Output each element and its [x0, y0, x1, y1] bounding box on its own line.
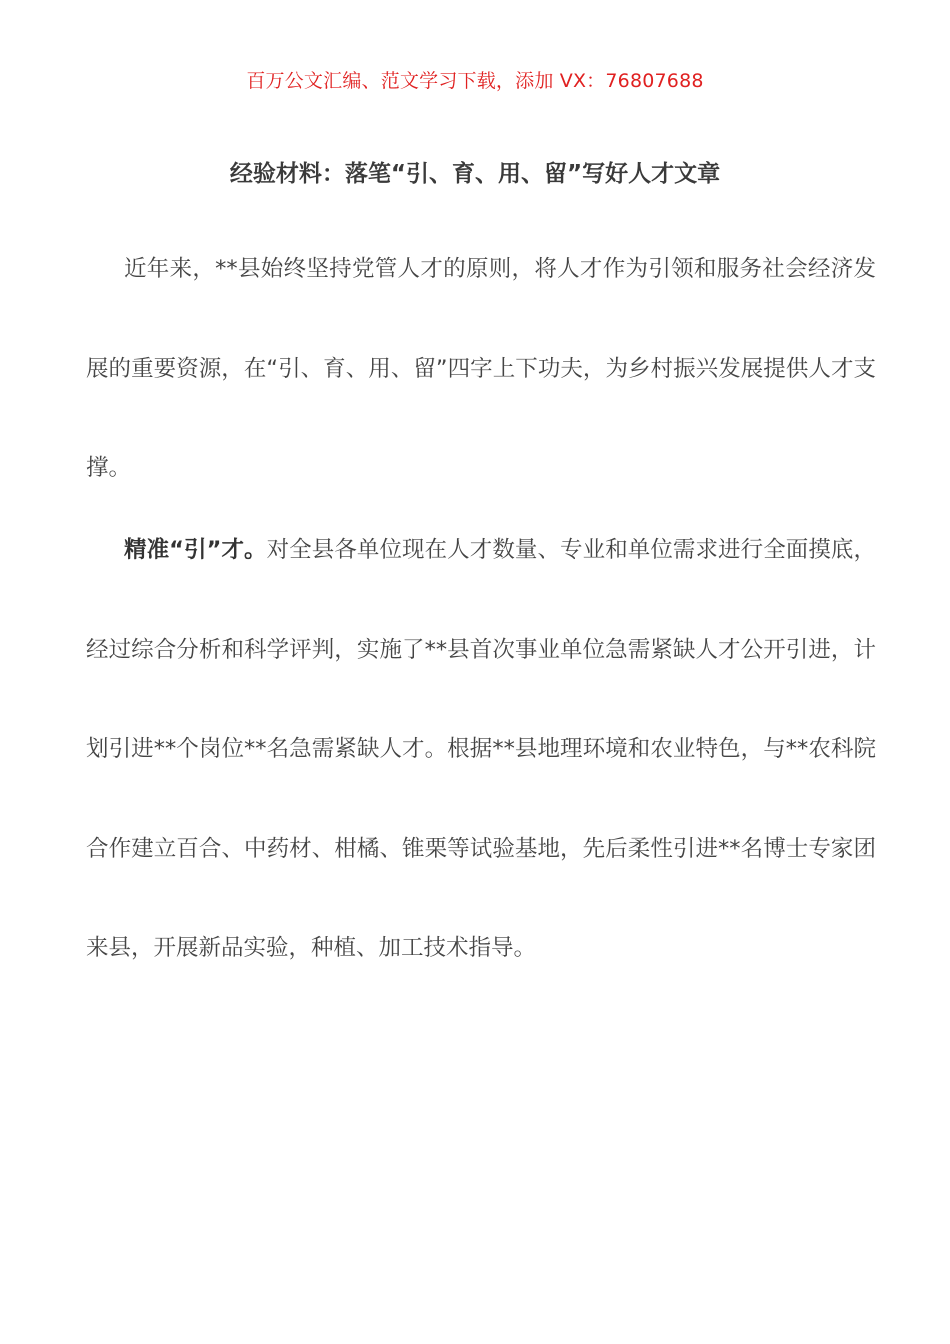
header-promo-note: 百万公文汇编、范文学习下载，添加 VX：76807688 — [246, 70, 704, 92]
paragraph-intro — [86, 220, 876, 519]
paragraph-precise-recruitment — [86, 501, 876, 999]
paragraph-body: 对全县各单位现在人才数量、专业和单位需求进行全面摸底，经过综合分析和科学评判，实施了**县首次事业单位急需紧缺人才公开引进，计划引进**个岗位**名急需紧缺人才。根据**县地理环境和农业特色，与**农科院合作建立百合、中药材、柑橘、锥栗等试验基地，先后柔性引进**名博士专家团来县，开展新品实验，种植、加工技术指导。 — [86, 537, 876, 961]
paragraph-body: 近年来，**县始终坚持党管人才的原则，将人才作为引领和服务社会经济发展的重要资源，在“引、育、用、留”四字上下功夫，为乡村振兴发展提供人才支撑。 — [86, 256, 876, 481]
paragraph-lead-heading: 精准“引”才。 — [124, 537, 267, 563]
document-title: 经验材料：落笔“引、育、用、留”写好人才文章 — [229, 161, 721, 187]
